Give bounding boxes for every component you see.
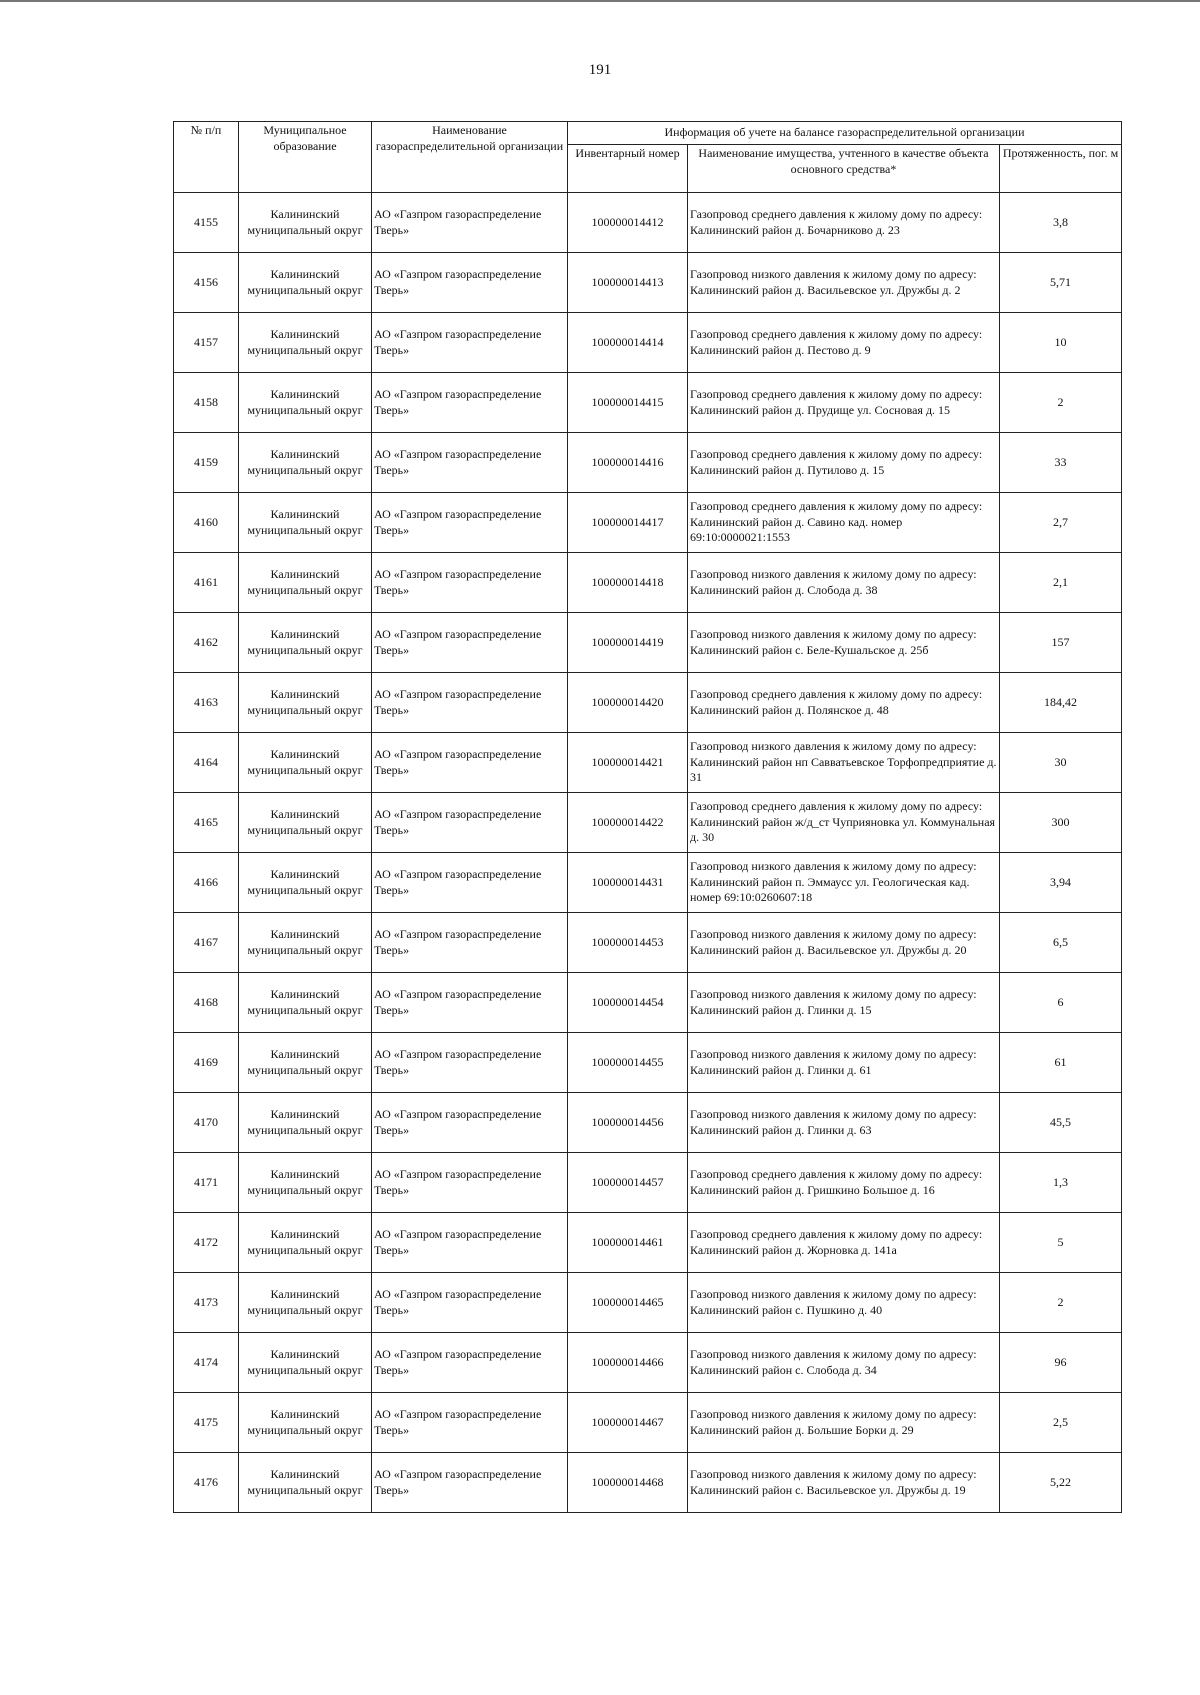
inventory-number-cell: 100000014456 [568, 1093, 688, 1153]
row-num-cell: 4175 [174, 1393, 239, 1453]
length-cell: 33 [1000, 433, 1122, 493]
table-header-row [174, 122, 1122, 145]
inventory-number-cell: 100000014412 [568, 193, 688, 253]
length-cell: 10 [1000, 313, 1122, 373]
row-num-cell: 4156 [174, 253, 239, 313]
length-cell: 184,42 [1000, 673, 1122, 733]
municipality-cell: Калининский муниципальный округ [239, 1273, 372, 1333]
length-cell: 96 [1000, 1333, 1122, 1393]
municipality-cell: Калининский муниципальный округ [239, 853, 372, 913]
asset-name-cell: Газопровод низкого давления к жилому дому по адресу: Калининский район с. Беле-Кушальское д. 25б [688, 613, 1000, 673]
organization-cell: АО «Газпром газораспределение Тверь» [372, 373, 568, 433]
inventory-number-cell: 100000014415 [568, 373, 688, 433]
municipality-cell: Калининский муниципальный округ [239, 973, 372, 1033]
length-cell: 6,5 [1000, 913, 1122, 973]
organization-cell: АО «Газпром газораспределение Тверь» [372, 553, 568, 613]
organization-cell: АО «Газпром газораспределение Тверь» [372, 1453, 568, 1513]
row-num-cell: 4158 [174, 373, 239, 433]
row-num-cell: 4169 [174, 1033, 239, 1093]
table-row [174, 673, 1122, 733]
asset-name-cell: Газопровод среднего давления к жилому дому по адресу: Калининский район д. Пестово д. 9 [688, 313, 1000, 373]
inventory-number-cell: 100000014421 [568, 733, 688, 793]
inventory-number-cell: 100000014466 [568, 1333, 688, 1393]
organization-cell: АО «Газпром газораспределение Тверь» [372, 1153, 568, 1213]
organization-cell: АО «Газпром газораспределение Тверь» [372, 973, 568, 1033]
municipality-cell: Калининский муниципальный округ [239, 793, 372, 853]
length-cell: 61 [1000, 1033, 1122, 1093]
row-num-cell: 4157 [174, 313, 239, 373]
organization-cell: АО «Газпром газораспределение Тверь» [372, 733, 568, 793]
inventory-number-cell: 100000014457 [568, 1153, 688, 1213]
row-num-cell: 4171 [174, 1153, 239, 1213]
table-row [174, 493, 1122, 553]
municipality-cell: Калининский муниципальный округ [239, 913, 372, 973]
municipality-cell: Калининский муниципальный округ [239, 733, 372, 793]
asset-name-cell: Газопровод низкого давления к жилому дому по адресу: Калининский район д. Глинки д. 63 [688, 1093, 1000, 1153]
municipality-cell: Калининский муниципальный округ [239, 313, 372, 373]
organization-cell: АО «Газпром газораспределение Тверь» [372, 913, 568, 973]
municipality-cell: Калининский муниципальный округ [239, 1333, 372, 1393]
inventory-number-cell: 100000014414 [568, 313, 688, 373]
municipality-cell: Калининский муниципальный округ [239, 193, 372, 253]
inventory-number-cell: 100000014454 [568, 973, 688, 1033]
header-municipality: Муниципальное образование [239, 122, 372, 193]
inventory-number-cell: 100000014453 [568, 913, 688, 973]
row-num-cell: 4165 [174, 793, 239, 853]
asset-name-cell: Газопровод среднего давления к жилому дому по адресу: Калининский район д. Путилово д. 15 [688, 433, 1000, 493]
row-num-cell: 4163 [174, 673, 239, 733]
municipality-cell: Калининский муниципальный округ [239, 373, 372, 433]
length-cell: 1,3 [1000, 1153, 1122, 1213]
table-row [174, 613, 1122, 673]
municipality-cell: Калининский муниципальный округ [239, 253, 372, 313]
inventory-number-cell: 100000014417 [568, 493, 688, 553]
page-number: 191 [588, 62, 612, 78]
inventory-number-cell: 100000014418 [568, 553, 688, 613]
header-info-group: Информация об учете на балансе газораспределительной организации [568, 122, 1122, 145]
municipality-cell: Калининский муниципальный округ [239, 1093, 372, 1153]
row-num-cell: 4167 [174, 913, 239, 973]
table-row [174, 1453, 1122, 1513]
table-row [174, 1093, 1122, 1153]
table-row [174, 1033, 1122, 1093]
table-row [174, 1273, 1122, 1333]
organization-cell: АО «Газпром газораспределение Тверь» [372, 793, 568, 853]
inventory-number-cell: 100000014468 [568, 1453, 688, 1513]
table-row [174, 733, 1122, 793]
municipality-cell: Калининский муниципальный округ [239, 613, 372, 673]
municipality-cell: Калининский муниципальный округ [239, 1213, 372, 1273]
municipality-cell: Калининский муниципальный округ [239, 433, 372, 493]
inventory-number-cell: 100000014420 [568, 673, 688, 733]
table-row [174, 433, 1122, 493]
inventory-number-cell: 100000014461 [568, 1213, 688, 1273]
row-num-cell: 4160 [174, 493, 239, 553]
table-row [174, 1393, 1122, 1453]
length-cell: 300 [1000, 793, 1122, 853]
row-num-cell: 4170 [174, 1093, 239, 1153]
organization-cell: АО «Газпром газораспределение Тверь» [372, 493, 568, 553]
row-num-cell: 4164 [174, 733, 239, 793]
asset-name-cell: Газопровод низкого давления к жилому дому по адресу: Калининский район с. Слобода д. 34 [688, 1333, 1000, 1393]
inventory-number-cell: 100000014455 [568, 1033, 688, 1093]
table-row [174, 193, 1122, 253]
asset-name-cell: Газопровод среднего давления к жилому дому по адресу: Калининский район д. Полянское д. 48 [688, 673, 1000, 733]
table-row [174, 973, 1122, 1033]
table-row [174, 913, 1122, 973]
row-num-cell: 4161 [174, 553, 239, 613]
municipality-cell: Калининский муниципальный округ [239, 1033, 372, 1093]
asset-name-cell: Газопровод низкого давления к жилому дому по адресу: Калининский район с. Пушкино д. 40 [688, 1273, 1000, 1333]
asset-name-cell: Газопровод среднего давления к жилому дому по адресу: Калининский район ж/д_ст Чуприяновка ул. Коммунальная д. 30 [688, 793, 1000, 853]
length-cell: 6 [1000, 973, 1122, 1033]
municipality-cell: Калининский муниципальный округ [239, 493, 372, 553]
municipality-cell: Калининский муниципальный округ [239, 553, 372, 613]
table-row [174, 853, 1122, 913]
header-length: Протяженность, пог. м [1000, 145, 1122, 193]
asset-name-cell: Газопровод низкого давления к жилому дому по адресу: Калининский район д. Васильевское ул. Дружбы д. 20 [688, 913, 1000, 973]
row-num-cell: 4159 [174, 433, 239, 493]
row-num-cell: 4173 [174, 1273, 239, 1333]
length-cell: 2,5 [1000, 1393, 1122, 1453]
organization-cell: АО «Газпром газораспределение Тверь» [372, 1273, 568, 1333]
row-num-cell: 4176 [174, 1453, 239, 1513]
organization-cell: АО «Газпром газораспределение Тверь» [372, 1213, 568, 1273]
organization-cell: АО «Газпром газораспределение Тверь» [372, 253, 568, 313]
asset-name-cell: Газопровод низкого давления к жилому дому по адресу: Калининский район д. Глинки д. 61 [688, 1033, 1000, 1093]
inventory-number-cell: 100000014419 [568, 613, 688, 673]
asset-name-cell: Газопровод среднего давления к жилому дому по адресу: Калининский район д. Прудище ул. Сосновая д. 15 [688, 373, 1000, 433]
length-cell: 3,8 [1000, 193, 1122, 253]
length-cell: 5,71 [1000, 253, 1122, 313]
asset-name-cell: Газопровод низкого давления к жилому дому по адресу: Калининский район д. Слобода д. 38 [688, 553, 1000, 613]
table-row [174, 793, 1122, 853]
length-cell: 157 [1000, 613, 1122, 673]
asset-name-cell: Газопровод среднего давления к жилому дому по адресу: Калининский район д. Бочарниково д. 23 [688, 193, 1000, 253]
row-num-cell: 4155 [174, 193, 239, 253]
asset-name-cell: Газопровод низкого давления к жилому дому по адресу: Калининский район д. Васильевское ул. Дружбы д. 2 [688, 253, 1000, 313]
length-cell: 5 [1000, 1213, 1122, 1273]
table-body [174, 193, 1122, 1513]
asset-name-cell: Газопровод низкого давления к жилому дому по адресу: Калининский район п. Эммаусс ул. Геологическая кад. номер 69:10:0260607:18 [688, 853, 1000, 913]
length-cell: 2 [1000, 373, 1122, 433]
municipality-cell: Калининский муниципальный округ [239, 1453, 372, 1513]
length-cell: 2 [1000, 1273, 1122, 1333]
inventory-number-cell: 100000014413 [568, 253, 688, 313]
row-num-cell: 4162 [174, 613, 239, 673]
row-num-cell: 4168 [174, 973, 239, 1033]
organization-cell: АО «Газпром газораспределение Тверь» [372, 1093, 568, 1153]
header-asset: Наименование имущества, учтенного в качестве объекта основного средства* [688, 145, 1000, 193]
organization-cell: АО «Газпром газораспределение Тверь» [372, 1393, 568, 1453]
table-row [174, 373, 1122, 433]
scan-edge-line [0, 0, 1200, 2]
municipality-cell: Калининский муниципальный округ [239, 1393, 372, 1453]
inventory-number-cell: 100000014467 [568, 1393, 688, 1453]
organization-cell: АО «Газпром газораспределение Тверь» [372, 313, 568, 373]
header-inventory: Инвентарный номер [568, 145, 688, 193]
asset-name-cell: Газопровод низкого давления к жилому дому по адресу: Калининский район нп Савватьевское Торфопредприятие д. 31 [688, 733, 1000, 793]
table-row [174, 1213, 1122, 1273]
inventory-number-cell: 100000014422 [568, 793, 688, 853]
row-num-cell: 4174 [174, 1333, 239, 1393]
asset-name-cell: Газопровод низкого давления к жилому дому по адресу: Калининский район с. Васильевское ул. Дружбы д. 19 [688, 1453, 1000, 1513]
asset-name-cell: Газопровод низкого давления к жилому дому по адресу: Калининский район д. Глинки д. 15 [688, 973, 1000, 1033]
header-organization: Наименование газораспределительной организации [372, 122, 568, 193]
asset-name-cell: Газопровод среднего давления к жилому дому по адресу: Калининский район д. Гришкино Большое д. 16 [688, 1153, 1000, 1213]
organization-cell: АО «Газпром газораспределение Тверь» [372, 853, 568, 913]
inventory-number-cell: 100000014431 [568, 853, 688, 913]
inventory-number-cell: 100000014465 [568, 1273, 688, 1333]
table-row [174, 1333, 1122, 1393]
length-cell: 2,1 [1000, 553, 1122, 613]
municipality-cell: Калининский муниципальный округ [239, 1153, 372, 1213]
table-row [174, 253, 1122, 313]
asset-name-cell: Газопровод среднего давления к жилому дому по адресу: Калининский район д. Савино кад. номер 69:10:0000021:1553 [688, 493, 1000, 553]
length-cell: 2,7 [1000, 493, 1122, 553]
table-row [174, 1153, 1122, 1213]
organization-cell: АО «Газпром газораспределение Тверь» [372, 1033, 568, 1093]
organization-cell: АО «Газпром газораспределение Тверь» [372, 193, 568, 253]
table-row [174, 553, 1122, 613]
row-num-cell: 4172 [174, 1213, 239, 1273]
organization-cell: АО «Газпром газораспределение Тверь» [372, 673, 568, 733]
length-cell: 5,22 [1000, 1453, 1122, 1513]
length-cell: 45,5 [1000, 1093, 1122, 1153]
row-num-cell: 4166 [174, 853, 239, 913]
gas-pipeline-registry-table [173, 121, 1122, 1513]
inventory-number-cell: 100000014416 [568, 433, 688, 493]
organization-cell: АО «Газпром газораспределение Тверь» [372, 1333, 568, 1393]
asset-name-cell: Газопровод среднего давления к жилому дому по адресу: Калининский район д. Жорновка д. 141а [688, 1213, 1000, 1273]
organization-cell: АО «Газпром газораспределение Тверь» [372, 613, 568, 673]
length-cell: 30 [1000, 733, 1122, 793]
asset-name-cell: Газопровод низкого давления к жилому дому по адресу: Калининский район д. Большие Борки д. 29 [688, 1393, 1000, 1453]
municipality-cell: Калининский муниципальный округ [239, 673, 372, 733]
table-row [174, 313, 1122, 373]
header-num: № п/п [174, 122, 239, 193]
length-cell: 3,94 [1000, 853, 1122, 913]
organization-cell: АО «Газпром газораспределение Тверь» [372, 433, 568, 493]
